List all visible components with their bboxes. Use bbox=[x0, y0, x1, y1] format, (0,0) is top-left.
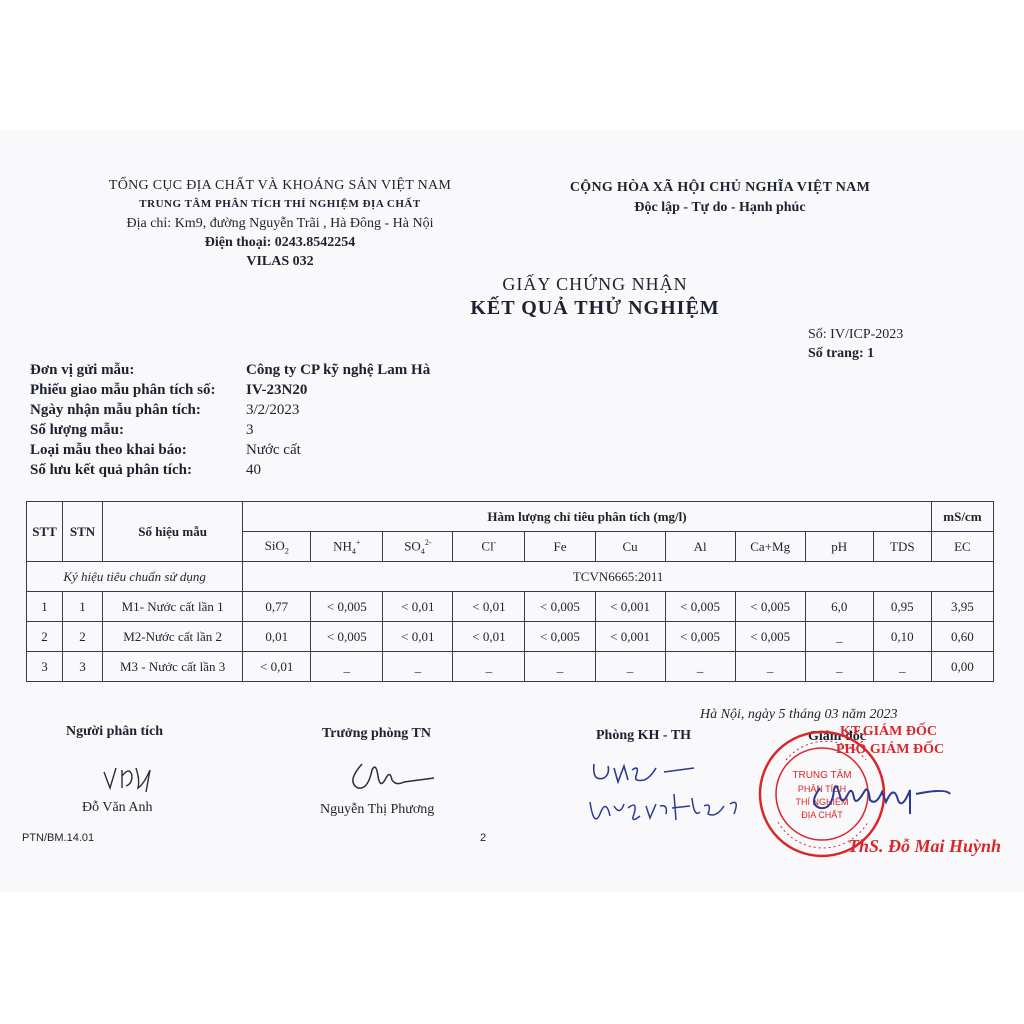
info-label: Đơn vị gửi mẫu: bbox=[30, 362, 135, 378]
table-row bbox=[27, 592, 994, 622]
republic-name: CỘNG HÒA XÃ HỘI CHỦ NGHĨA VIỆT NAM bbox=[569, 180, 871, 195]
cell-stn: 2 bbox=[63, 622, 103, 652]
info-label: Số lượng mẫu: bbox=[30, 422, 124, 438]
param-header: Cl- bbox=[453, 532, 525, 562]
cell-value: _ bbox=[383, 652, 453, 682]
param-header: Cu bbox=[595, 532, 665, 562]
vilas-code: VILAS 032 bbox=[246, 254, 314, 269]
deputy-director-name: ThS. Đỗ Mai Huỳnh bbox=[848, 836, 1002, 856]
cell-value: _ bbox=[311, 652, 383, 682]
cell-value: 0,01 bbox=[243, 622, 311, 652]
info-row-received bbox=[30, 402, 550, 422]
sample-info bbox=[30, 362, 550, 482]
issue-date: Hà Nội, ngày 5 tháng 03 năm 2023 bbox=[700, 707, 898, 722]
analyst-name: Đỗ Văn Anh bbox=[82, 800, 153, 815]
director-title: Giám đốc bbox=[808, 729, 866, 744]
cell-value: _ bbox=[453, 652, 525, 682]
cell-value: < 0,005 bbox=[311, 592, 383, 622]
document-number-block bbox=[808, 325, 903, 363]
cell-value: 0,77 bbox=[243, 592, 311, 622]
analyst-signature bbox=[96, 758, 166, 794]
document-title bbox=[0, 272, 1024, 320]
param-header: Ca+Mg bbox=[735, 532, 805, 562]
page-number: 2 bbox=[480, 832, 487, 844]
head-name: Nguyễn Thị Phương bbox=[320, 802, 435, 817]
table-row bbox=[27, 622, 994, 652]
svg-text:THÍ NGHIỆM: THÍ NGHIỆM bbox=[795, 797, 849, 807]
table-row bbox=[27, 652, 994, 682]
cell-stt: 2 bbox=[27, 622, 63, 652]
svg-text:TRUNG TÂM: TRUNG TÂM bbox=[792, 770, 852, 781]
info-row-slip bbox=[30, 382, 550, 402]
table-header-row-1 bbox=[27, 502, 994, 532]
cell-value: < 0,005 bbox=[665, 622, 735, 652]
head-signature bbox=[342, 756, 442, 796]
svg-text:ĐỊA CHẤT: ĐỊA CHẤT bbox=[801, 810, 843, 820]
cell-stt: 1 bbox=[27, 592, 63, 622]
cell-value: < 0,005 bbox=[525, 592, 595, 622]
cell-value: _ bbox=[665, 652, 735, 682]
info-value: IV-23N20 bbox=[246, 382, 308, 398]
info-value: 3/2/2023 bbox=[246, 402, 300, 418]
cell-value: _ bbox=[525, 652, 595, 682]
info-label: Loại mẫu theo khai báo: bbox=[30, 442, 187, 458]
info-label: Phiếu giao mẫu phân tích số: bbox=[30, 382, 216, 398]
results-table bbox=[26, 501, 994, 682]
plan-dept-title: Phòng KH - TH bbox=[596, 728, 692, 743]
svg-text:PHÂN TÍCH: PHÂN TÍCH bbox=[797, 784, 847, 794]
info-label: Ngày nhận mẫu phân tích: bbox=[30, 402, 201, 418]
center-name: TRUNG TÂM PHÂN TÍCH THÍ NGHIỆM ĐỊA CHẤT bbox=[139, 198, 421, 210]
stamp-line-2: PHÓ GIÁM ĐỐC bbox=[836, 742, 945, 757]
info-row-archive bbox=[30, 462, 550, 482]
col-sample-header: Số hiệu mẫu bbox=[103, 502, 243, 562]
cell-value: 0,95 bbox=[873, 592, 931, 622]
form-code: PTN/BM.14.01 bbox=[22, 832, 95, 844]
standard-value: TCVN6665:2011 bbox=[243, 562, 994, 592]
cell-value: < 0,005 bbox=[311, 622, 383, 652]
param-header: $NH_4^+$ bbox=[311, 532, 383, 562]
info-value: Công ty CP kỹ nghệ Lam Hà bbox=[246, 362, 431, 378]
info-label: Số lưu kết quả phân tích: bbox=[30, 462, 192, 478]
cell-sample: M1- Nước cất lần 1 bbox=[103, 592, 243, 622]
info-row-quantity bbox=[30, 422, 550, 442]
cell-stn: 1 bbox=[63, 592, 103, 622]
cell-value: _ bbox=[805, 622, 873, 652]
head-title: Trưởng phòng TN bbox=[322, 726, 432, 741]
director-signature bbox=[806, 770, 956, 820]
cell-value: < 0,01 bbox=[453, 622, 525, 652]
cell-value: 3,95 bbox=[931, 592, 993, 622]
cell-value: < 0,001 bbox=[595, 592, 665, 622]
cell-value: < 0,005 bbox=[735, 622, 805, 652]
cell-value: 6,0 bbox=[805, 592, 873, 622]
document-number: Số: IV/ICP-2023 bbox=[808, 327, 904, 342]
col-stt-header: STT bbox=[27, 502, 63, 562]
info-value: 3 bbox=[246, 422, 254, 438]
cell-stn: 3 bbox=[63, 652, 103, 682]
cell-value: < 0,01 bbox=[243, 652, 311, 682]
info-value: Nước cất bbox=[246, 442, 301, 458]
standard-label: Ký hiệu tiêu chuẩn sử dụng bbox=[27, 562, 243, 592]
param-header: Al bbox=[665, 532, 735, 562]
cell-value: < 0,005 bbox=[665, 592, 735, 622]
issuer-header bbox=[60, 176, 500, 271]
unit-header: mS/cm bbox=[931, 502, 993, 532]
info-row-type bbox=[30, 442, 550, 462]
page-count: Số trang: 1 bbox=[808, 346, 875, 361]
cell-sample: M2-Nước cất lần 2 bbox=[103, 622, 243, 652]
plan-dept-signature bbox=[584, 758, 774, 838]
param-header: pH bbox=[805, 532, 873, 562]
cell-value: 0,10 bbox=[873, 622, 931, 652]
cell-value: < 0,01 bbox=[383, 622, 453, 652]
cell-value: _ bbox=[873, 652, 931, 682]
cell-value: < 0,005 bbox=[525, 622, 595, 652]
cell-stt: 3 bbox=[27, 652, 63, 682]
title-line-1: GIẤY CHỨNG NHẬN bbox=[502, 274, 688, 294]
col-stn-header: STN bbox=[63, 502, 103, 562]
national-motto: Độc lập - Tự do - Hạnh phúc bbox=[634, 200, 806, 215]
param-header: SiO$_2$ bbox=[243, 532, 311, 562]
cell-value: < 0,01 bbox=[383, 592, 453, 622]
cell-value: 0,00 bbox=[931, 652, 993, 682]
stamp-line-1: KT.GIÁM ĐỐC bbox=[840, 724, 937, 739]
republic-header bbox=[560, 178, 880, 218]
cell-value: _ bbox=[595, 652, 665, 682]
cell-value: < 0,01 bbox=[453, 592, 525, 622]
info-row-sender bbox=[30, 362, 550, 382]
param-header: Fe bbox=[525, 532, 595, 562]
issuer-address: Địa chỉ: Km9, đường Nguyễn Trãi , Hà Đông - Hà Nội bbox=[126, 216, 434, 231]
param-header: EC bbox=[931, 532, 993, 562]
title-line-2: KẾT QUẢ THỬ NGHIỆM bbox=[470, 297, 720, 319]
info-value: 40 bbox=[246, 462, 261, 478]
analysis-group-header: Hàm lượng chỉ tiêu phân tích (mg/l) bbox=[243, 502, 932, 532]
standard-row bbox=[27, 562, 994, 592]
issuer-phone: Điện thoại: 0243.8542254 bbox=[204, 235, 356, 250]
cell-value: < 0,005 bbox=[735, 592, 805, 622]
cell-value: _ bbox=[805, 652, 873, 682]
param-header: TDS bbox=[873, 532, 931, 562]
agency-name: TỔNG CỤC ĐỊA CHẤT VÀ KHOÁNG SẢN VIỆT NAM bbox=[108, 178, 452, 193]
analyst-title: Người phân tích bbox=[66, 724, 164, 739]
cell-value: _ bbox=[735, 652, 805, 682]
param-header: $SO_4^{2-}$ bbox=[383, 532, 453, 562]
cell-sample: M3 - Nước cất lần 3 bbox=[103, 652, 243, 682]
cell-value: < 0,001 bbox=[595, 622, 665, 652]
cell-value: 0,60 bbox=[931, 622, 993, 652]
